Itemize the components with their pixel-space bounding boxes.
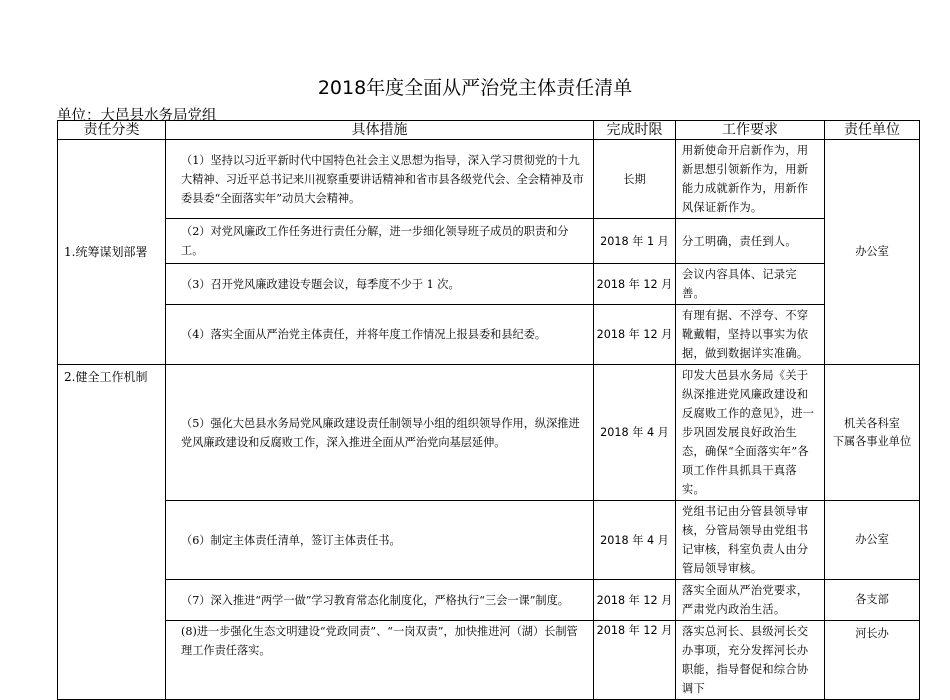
category-cell [58, 365, 166, 700]
deadline-cell: 2018 年 12 月 [594, 305, 676, 365]
requirement-cell: 会议内容具体、记录完善。 [676, 264, 825, 305]
deadline-cell: 2018 年 12 月 [594, 264, 676, 305]
header-requirement: 工作要求 [676, 121, 825, 140]
responsible-unit-cell: 各支部 [825, 580, 920, 621]
measure-cell: （4）落实全面从严治党主体责任，并将年度工作情况上报县委和县纪委。 [166, 305, 594, 365]
header-category: 责任分类 [58, 121, 166, 140]
table-row [58, 264, 920, 305]
table-row [58, 140, 920, 219]
deadline-cell: 2018 年 4 月 [594, 501, 676, 580]
category-label: 2.健全工作机制 [64, 370, 148, 384]
table-row [58, 305, 920, 365]
deadline-cell: 2018 年 1 月 [594, 219, 676, 264]
header-measure: 具体措施 [166, 121, 594, 140]
measure-cell: （1）坚持以习近平新时代中国特色社会主义思想为指导，深入学习贯彻党的十九大精神、习近平总书记来川视察重要讲话精神和省市县各级党代会、全会精神及市委县委“全面落实年”动员大会精神。 [166, 140, 594, 219]
table-row [58, 580, 920, 621]
requirement-cell: 用新使命开启新作为，用新思想引领新作为，用新能力成就新作为，用新作风保证新作为。 [676, 140, 825, 219]
table-row [58, 501, 920, 580]
page-title: 2018年度全面从严治党主体责任清单 [317, 77, 633, 99]
header-deadline: 完成时限 [594, 121, 676, 140]
requirement-cell: 落实总河长、县级河长交办事项，充分发挥河长办职能，指导督促和综合协调下 [676, 621, 825, 700]
table-row [58, 219, 920, 264]
unit-line: 单位：大邑县水务局党组 [57, 108, 217, 124]
measure-cell: （6）制定主体责任清单，签订主体责任书。 [166, 501, 594, 580]
deadline-cell: 2018 年 4 月 [594, 365, 676, 501]
deadline-cell: 2018 年 12 月 [594, 621, 676, 700]
table-row [58, 621, 920, 700]
responsible-unit-cell [825, 365, 920, 501]
requirement-cell: 有理有据、不浮夸、不穿靴戴帽，坚持以事实为依据，做到数据详实准确。 [676, 305, 825, 365]
measure-cell: （3）召开党风廉政建设专题会议，每季度不少于 1 次。 [166, 264, 594, 305]
responsible-unit-cell: 河长办 [825, 621, 920, 700]
requirement-cell: 落实全面从严治党要求，严肃党内政治生活。 [676, 580, 825, 621]
requirement-cell: 分工明确，责任到人。 [676, 219, 825, 264]
measure-cell: （5）强化大邑县水务局党风廉政建设责任制领导小组的组织领导作用，纵深推进党风廉政建设和反腐败工作，深入推进全面从严治党向基层延伸。 [166, 365, 594, 501]
deadline-cell: 2018 年 12 月 [594, 580, 676, 621]
responsible-unit-cell: 办公室 [825, 140, 920, 365]
header-responsible-unit: 责任单位 [825, 121, 920, 140]
responsible-unit-cell: 办公室 [825, 501, 920, 580]
requirement-cell: 党组书记由分管县领导审核，分管局领导由党组书记审核，科室负责人由分管局领导审核。 [676, 501, 825, 580]
requirement-cell: 印发大邑县水务局《关于纵深推进党风廉政建设和反腐败工作的意见》，进一步巩固发展良好政治生态，确保“全面落实年”各项工作件具抓具干真落实。 [676, 365, 825, 501]
measure-cell: (8)进一步强化生态文明建设“党政同责”、“一岗双责”，加快推进河（湖）长制管理工作责任落实。 [166, 621, 594, 700]
table-header-row [58, 121, 920, 140]
responsible-unit-line: 下属各事业单位 [832, 434, 912, 448]
measure-cell: （7）深入推进“两学一做”学习教育常态化制度化，严格执行“三会一课”制度。 [166, 580, 594, 621]
measure-cell: （2）对党风廉政工作任务进行责任分解，进一步细化领导班子成员的职责和分工。 [166, 219, 594, 264]
category-cell: 1.统筹谋划部署 [58, 140, 166, 365]
responsible-unit-line: 机关各科室 [844, 416, 900, 430]
deadline-cell: 长期 [594, 140, 676, 219]
table-row [58, 365, 920, 501]
responsibility-table [57, 120, 920, 700]
